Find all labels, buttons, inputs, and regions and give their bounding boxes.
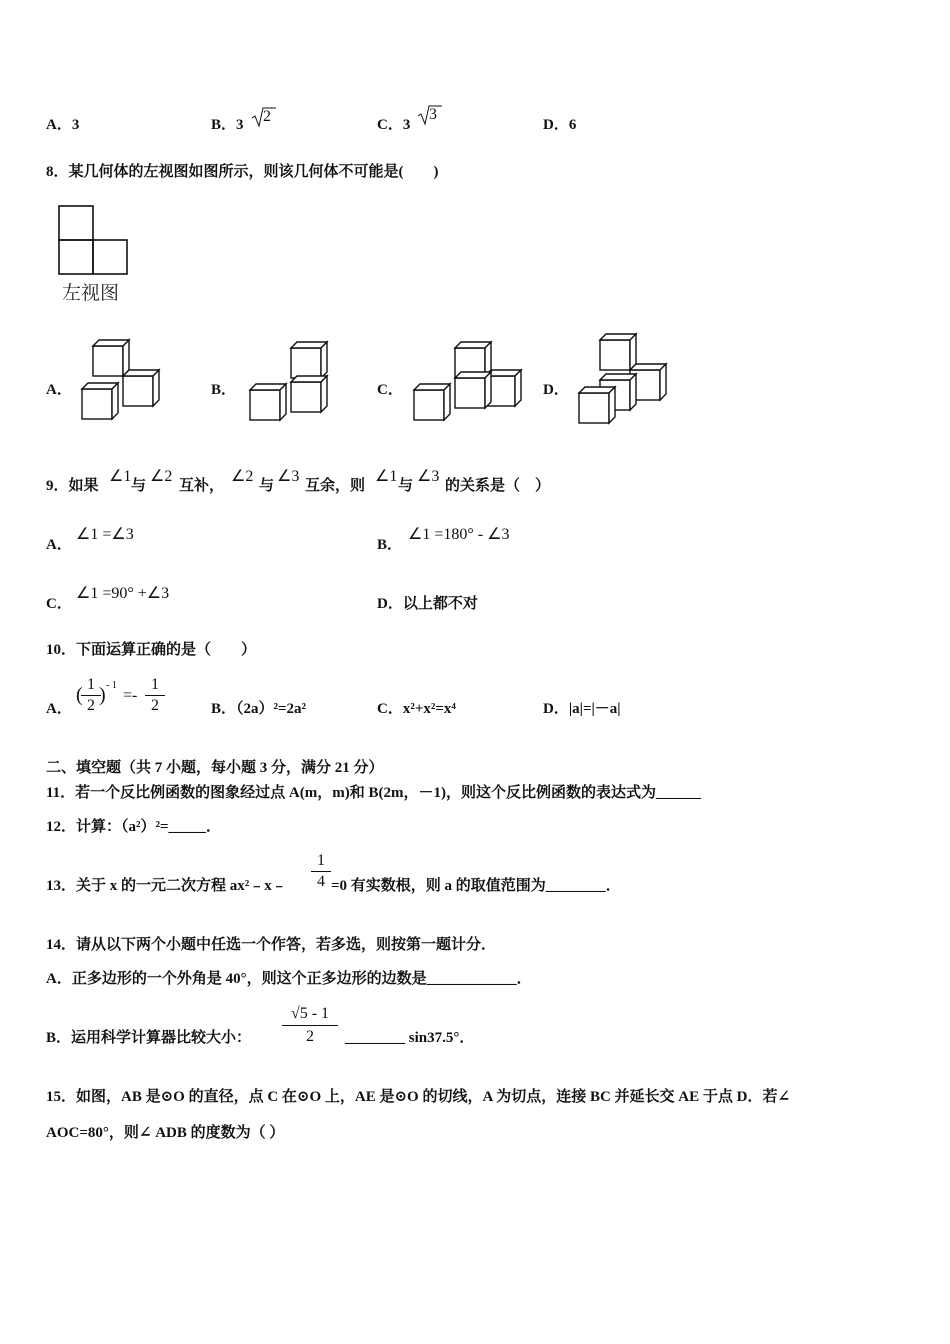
cube-a-right xyxy=(123,370,159,406)
q7-option-c: C．3 xyxy=(377,117,411,133)
q9-stem-start: 9．如果 xyxy=(46,478,99,494)
q9-text-tail: 的关系是（ ） xyxy=(445,478,551,494)
q13-pre: 13．关于 x 的一元二次方程 ax²﹣x﹣ xyxy=(46,878,287,894)
left-view-caption: 左视图 xyxy=(62,282,120,304)
q10-stem: 10．下面运算正确的是（ ） xyxy=(46,642,257,658)
q9-option-c-expr: ∠1 =90° +∠3 xyxy=(76,585,170,602)
q9-option-d: D．以上都不对 xyxy=(377,596,478,612)
q10-equals: =- xyxy=(123,687,138,704)
q9-option-b-label: B． xyxy=(377,537,403,553)
cube-b-mid xyxy=(291,376,327,412)
q14-b-fraction-bar xyxy=(282,1025,338,1026)
q10-fraction-right: 1 2 xyxy=(145,676,165,715)
q14-b-pre: B．运用科学计算器比较大小： xyxy=(46,1030,252,1046)
q9-angle2b: ∠2 xyxy=(231,468,254,485)
q9-option-b-expr: ∠1 =180° - ∠3 xyxy=(408,526,510,543)
q12: 12．计算：（a²）²=_____． xyxy=(46,819,222,835)
cube-figures xyxy=(0,0,950,450)
q8-option-c-label: C． xyxy=(377,382,403,398)
q10-paren-open: ( xyxy=(76,684,83,706)
q9-option-a-label: A． xyxy=(46,537,72,553)
q9-angle3: ∠3 xyxy=(277,468,300,485)
cube-a-front xyxy=(82,383,118,419)
q9-angle2: ∠2 xyxy=(150,468,173,485)
q15-line2: AOC=80°，则∠ ADB 的度数为（ ） xyxy=(46,1125,285,1141)
q15-line1: 15．如图，AB 是⊙O 的直径，点 C 在⊙O 上，AE 是⊙O 的切线，A 为切点，连接 BC 并延长交 AE 于点 D．若∠ xyxy=(46,1089,791,1105)
q14-b-post: ________ sin37.5°． xyxy=(345,1030,475,1046)
q10-option-c: C．x²+x²=x⁴ xyxy=(377,701,456,717)
cube-b-top xyxy=(291,342,327,378)
section-heading: 二、填空题（共 7 小题，每小题 3 分，满分 21 分） xyxy=(46,760,384,776)
q10-option-d: D．|a|=|－a| xyxy=(543,701,621,717)
q9-angle1b: ∠1 xyxy=(375,468,398,485)
q8-stem: 8．某几何体的左视图如图所示，则该几何体不可能是( ) xyxy=(46,164,439,180)
q14-b-denominator: 2 xyxy=(306,1028,314,1045)
q7-b-radicand: 2 xyxy=(263,108,271,125)
q7-option-d: D．6 xyxy=(543,117,577,133)
q9-text-supplement: 互补， xyxy=(179,478,225,494)
cube-b-front xyxy=(250,384,286,420)
q10-paren-close: ) xyxy=(99,684,106,706)
q14-b-numerator: √5 - 1 xyxy=(290,1005,330,1022)
q8-option-d-label: D． xyxy=(543,382,569,398)
q10-fraction-left: 1 2 xyxy=(81,676,101,715)
q7-c-radicand: 3 xyxy=(429,106,437,123)
cube-d-top xyxy=(600,334,636,370)
q9-text-and3: 与 xyxy=(398,478,414,494)
q13-fraction: 1 4 xyxy=(311,852,331,891)
cube-a-top xyxy=(93,340,129,376)
q10-exponent: - 1 xyxy=(106,680,117,691)
q8-option-b-label: B． xyxy=(211,382,237,398)
cube-c-mid xyxy=(455,372,491,408)
q9-option-c-label: C． xyxy=(46,596,72,612)
q9-angle1: ∠1 xyxy=(109,468,132,485)
q14-stem: 14．请从以下两个小题中任选一个作答，若多选，则按第一题计分． xyxy=(46,937,497,953)
q10-option-b: B．（2a）²=2a² xyxy=(211,701,307,717)
q11: 11．若一个反比例函数的图象经过点 A(m，m)和 B(2m，－1)，则这个反比例函数的表达式为______ xyxy=(46,785,701,801)
q8-option-a-label: A． xyxy=(46,382,72,398)
q14-a: A．正多边形的一个外角是 40°，则这个正多边形的边数是____________． xyxy=(46,971,532,987)
q7-option-a: A．3 xyxy=(46,117,80,133)
q7-option-b: B．3 xyxy=(211,117,244,133)
q14-b-fraction xyxy=(282,1004,338,1047)
q9-angle3b: ∠3 xyxy=(417,468,440,485)
q9-text-complement: 互余，则 xyxy=(305,478,366,494)
q9-text-and2: 与 xyxy=(259,478,275,494)
q9-text-and1: 与 xyxy=(131,478,147,494)
q9-option-a-expr: ∠1 =∠3 xyxy=(76,526,134,543)
cube-c-front xyxy=(414,384,450,420)
cube-d-front xyxy=(579,387,615,423)
q13-post: =0 有实数根，则 a 的取值范围为________． xyxy=(331,878,621,894)
q10-option-a-label: A． xyxy=(46,701,72,717)
